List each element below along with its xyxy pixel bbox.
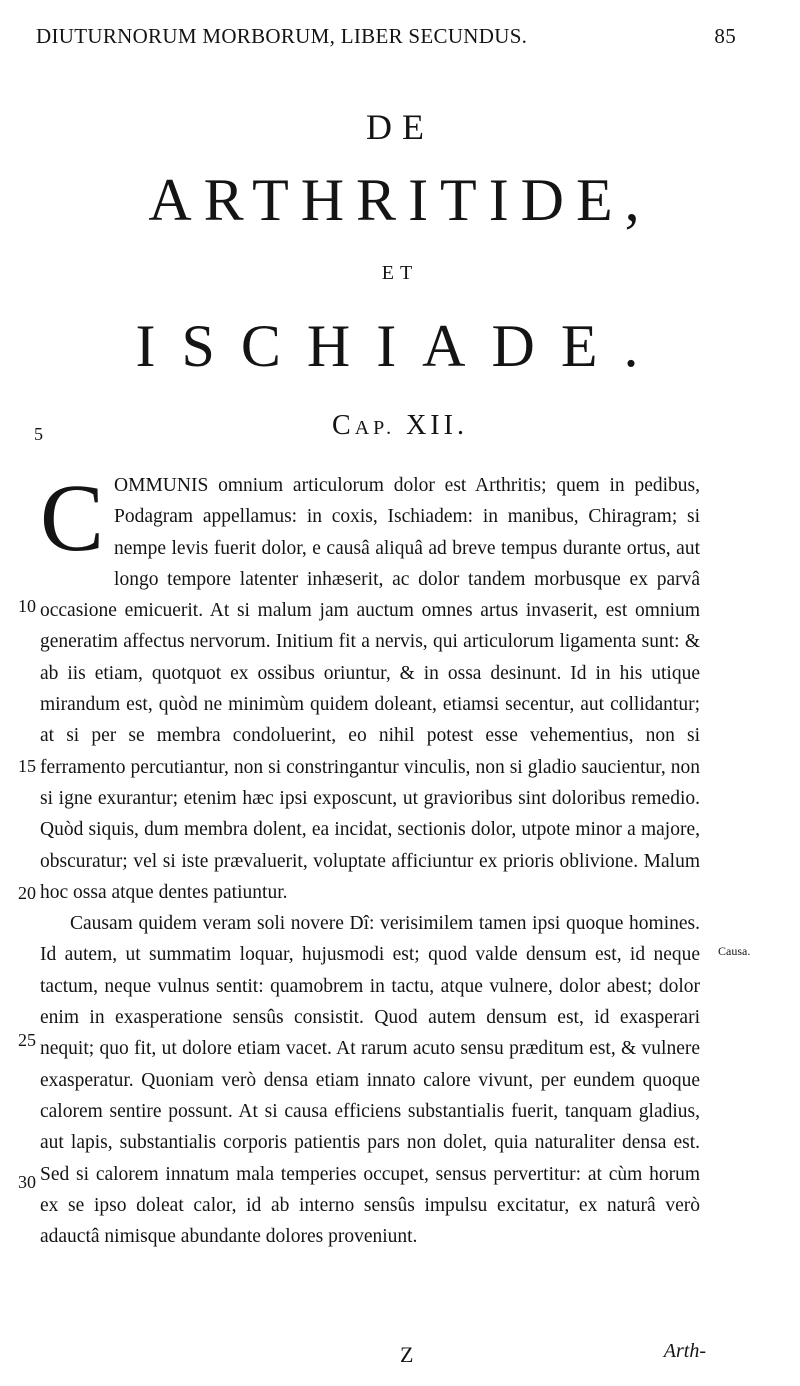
title-arthritide: ARTHRITIDE,	[148, 167, 652, 233]
chapter-number: XII.	[406, 410, 468, 441]
title-ischiade: ISCHIADE.	[135, 313, 665, 379]
signature-mark: Z	[400, 1342, 414, 1367]
drop-capital: C	[40, 464, 105, 571]
paragraph-1	[40, 464, 700, 908]
title-de: DE	[366, 107, 434, 147]
line-number-20: 20	[18, 883, 36, 903]
line-number-15: 15	[18, 756, 36, 776]
running-header	[36, 24, 736, 54]
line-number-10: 10	[18, 596, 36, 616]
chapter-cap-initial: C	[332, 410, 355, 441]
paragraph-1-text: omnium articulorum dolor est Arthritis; quem in pedibus, Podagram appellamus: in coxis, Ischiadem: in manibus, Chiragram; si nempe levis fuerit dolor, e causâ aliquâ ad breve tempus durante ortus, aut longo tempore latenter inhæserit, ac dolor tandem morbusque ex parvâ occasione emicuerit. At si malum jam auctum omnes artus invaserit, est omnium generatim affectus nervorum. Initium fit a nervis, qui articulorum ligamenta sunt: & ab iis etiam, quotquot ex ossibus oriuntur, & in ossa desinunt. Id in his utique mirandum est, quòd ne minimùm quidem doleant, etiamsi secentur, aut collidantur; at si per se membra condoluerint, eo nihil potest esse vehementius, non si ferramento percutiantur, non si constringantur vinculis, non si gladio saucientur, non si igne exurantur; etenim hæc ipsi exposcunt, ut gravioribus sint doloribus remedio. Quòd siquis, dum membra dolent, ea incidat, sectionis dolor, utpote minor a majore, obscuratur; vel si iste prævaluerit, voluptate afficiuntur ex prioris oblivione. Malum hoc ossa atque dentes patiuntur.	[40, 475, 700, 903]
running-title: DIUTURNORUM MORBORUM, LIBER SECUNDUS.	[36, 24, 528, 48]
chapter-text	[40, 464, 700, 1252]
line-number-25: 25	[18, 1030, 36, 1050]
page-number: 85	[714, 24, 736, 48]
line-number-5: 5	[34, 424, 43, 444]
chapter-cap-rest: AP.	[354, 417, 396, 439]
title-et: ET	[381, 262, 419, 284]
chapter-heading	[0, 410, 800, 442]
catchword: Arth-	[663, 1340, 706, 1362]
paragraph-1-lead: OMMUNIS	[114, 475, 209, 496]
line-number-30: 30	[18, 1172, 36, 1192]
margin-note-causa: Causa.	[718, 944, 751, 958]
paragraph-2: Causam quidem veram soli novere Dî: verisimilem tamen ipsi quoque homines. Id autem, ut summatim loquar, hujusmodi est; quod valde densum est, id neque tactum, neque vulnus sentit: quamobrem in tactu, atque vulnere, dolor abest; dolor enim in exasperatione sensûs consistit. Quod autem densum est, id exasperari nequit; quo fit, ut dolore etiam vacet. At rarum acuto sensu præditum est, & vulnere exasperatur. Quoniam verò densa etiam innato calore vivunt, per eundem quoque calorem sentire possunt. At si causa efficiens substantialis fuerit, tanquam gladius, aut lapis, substantialis corporis patientis pars non dolet, quia naturaliter densa est. Sed si calorem innatum mala temperies occupet, sensus pervertitur: at cùm horum ex se ipso doleat calor, id ab interno sensûs impulsu excitatur, ex naturâ verò adauctâ nimisque abundante dolores proveniunt.	[40, 913, 700, 1248]
